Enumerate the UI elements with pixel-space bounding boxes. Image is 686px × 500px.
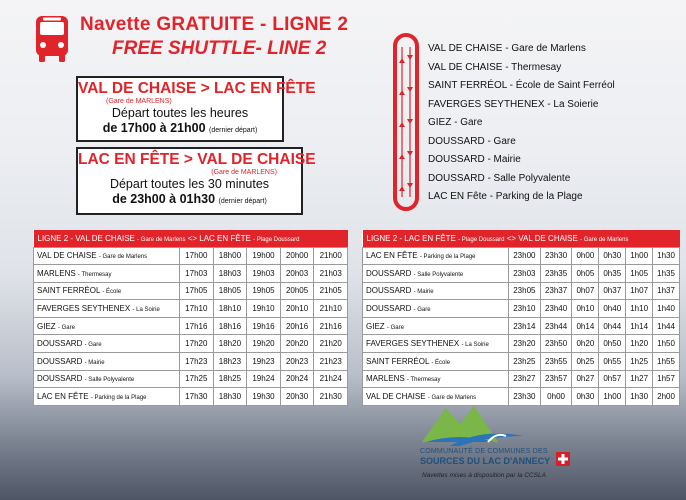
stop-cell <box>363 353 509 371</box>
departure-time: 17h30 <box>180 388 214 406</box>
departure-time: 18h20 <box>213 335 247 353</box>
departure-time: 1h37 <box>653 282 680 300</box>
departure-time: 21h05 <box>314 282 348 300</box>
departure-time: 18h00 <box>213 247 247 265</box>
departure-time: 1h40 <box>653 300 680 318</box>
return-table-row <box>363 353 680 371</box>
return-table-row <box>363 265 680 283</box>
departure-time: 18h30 <box>213 388 247 406</box>
stop-cell <box>363 300 509 318</box>
departure-time: 17h03 <box>180 265 214 283</box>
departure-time: 1h05 <box>626 265 653 283</box>
departure-time: 21h24 <box>314 370 348 388</box>
departure-time: 0h27 <box>572 370 599 388</box>
footer-credit: Navettes mises à disposition par la CCSLA <box>422 472 546 479</box>
departure-time: 1h00 <box>626 247 653 265</box>
departure-time: 21h00 <box>314 247 348 265</box>
departure-time: 0h05 <box>572 265 599 283</box>
departure-time: 1h57 <box>653 370 680 388</box>
stop-cell <box>34 335 180 353</box>
departure-time: 0h44 <box>599 317 626 335</box>
route-stop-list <box>428 40 615 207</box>
stop-cell <box>34 353 180 371</box>
departure-time: 0h00 <box>572 247 599 265</box>
departure-time: 1h27 <box>626 370 653 388</box>
stop-detail: - Salle Polyvalente <box>84 377 135 384</box>
stop-cell <box>363 282 509 300</box>
stop-detail: - Gare <box>84 342 102 349</box>
stop-cell <box>363 265 509 283</box>
departure-time: 0h07 <box>572 282 599 300</box>
outbound-schedule-box <box>76 76 316 142</box>
departure-time: 23h50 <box>540 335 572 353</box>
stop-detail: - Gare <box>413 307 431 314</box>
outbound-hours-range: de 17h00 à 21h00 <box>102 121 206 135</box>
departure-time: 17h10 <box>180 300 214 318</box>
departure-time: 1h10 <box>626 300 653 318</box>
departure-time: 18h03 <box>213 265 247 283</box>
departure-time: 23h30 <box>509 388 541 406</box>
departure-time: 20h05 <box>280 282 314 300</box>
stop-name: DOUSSARD <box>366 286 412 296</box>
outbound-hours <box>78 121 282 138</box>
departure-time: 23h40 <box>540 300 572 318</box>
outbound-table-row <box>34 370 348 388</box>
departure-time: 20h23 <box>280 353 314 371</box>
departure-time: 1h44 <box>653 317 680 335</box>
stop-name: LAC EN FÊTE <box>37 392 89 402</box>
route-stop: DOUSSARD - Gare <box>428 135 516 147</box>
departure-time: 1h55 <box>653 353 680 371</box>
departure-time: 1h00 <box>599 388 626 406</box>
stop-cell <box>34 388 180 406</box>
stop-detail: - Mairie <box>413 289 434 296</box>
return-table-row <box>363 335 680 353</box>
stop-cell <box>34 282 180 300</box>
departure-time: 17h05 <box>180 282 214 300</box>
stop-detail: - Gare de Marlens <box>427 395 477 402</box>
return-table-row <box>363 317 680 335</box>
stop-name: VAL DE CHAISE <box>366 392 426 402</box>
route-stop: DOUSSARD - Mairie <box>428 154 521 165</box>
departure-time: 20h03 <box>280 265 314 283</box>
departure-time: 23h35 <box>540 265 572 283</box>
stop-name: DOUSSARD <box>37 374 83 384</box>
stop-detail: - Parking de la Plage <box>90 395 147 402</box>
departure-time: 20h10 <box>280 300 314 318</box>
outbound-table-row <box>34 388 348 406</box>
outbound-table-body <box>34 247 348 405</box>
departure-time: 23h37 <box>540 282 572 300</box>
return-table-row <box>363 300 680 318</box>
route-stop: GIEZ - Gare <box>428 117 483 128</box>
departure-time: 19h23 <box>247 353 281 371</box>
outbound-frequency: Départ toutes les heures <box>111 106 249 120</box>
outbound-table-row <box>34 335 348 353</box>
departure-time: 19h30 <box>247 388 281 406</box>
departure-time: 1h30 <box>653 247 680 265</box>
route-stop: DOUSSARD - Salle Polyvalente <box>428 172 571 184</box>
departure-time: 20h30 <box>280 388 314 406</box>
bus-icon <box>33 14 71 64</box>
stop-name: FAVERGES SEYTHENEX <box>37 304 131 314</box>
departure-time: 18h23 <box>213 353 247 371</box>
stop-detail: - Salle Polyvalente <box>413 271 464 278</box>
return-table-body <box>363 247 680 405</box>
return-table-row <box>363 370 680 388</box>
outbound-table-row <box>34 353 348 371</box>
departure-time: 0h50 <box>599 335 626 353</box>
return-hours-range: de 23h00 à 01h30 <box>112 192 216 206</box>
return-header-to: - Gare de Marlens <box>580 236 629 243</box>
stop-name: GIEZ <box>366 321 385 331</box>
departure-time: 0h30 <box>572 388 599 406</box>
route-stop: FAVERGES SEYTHENEX - La Soierie <box>428 98 599 110</box>
departure-time: 1h35 <box>653 265 680 283</box>
stop-cell <box>34 317 180 335</box>
departure-time: 18h05 <box>213 282 247 300</box>
return-frequency: Départ toutes les 30 minutes <box>109 177 270 191</box>
departure-time: 17h00 <box>180 247 214 265</box>
departure-time: 20h20 <box>280 335 314 353</box>
stop-detail: - École <box>102 289 122 296</box>
departure-time: 20h16 <box>280 317 314 335</box>
stop-name: SAINT FERRÉOL <box>366 356 430 366</box>
departure-time: 0h40 <box>599 300 626 318</box>
stop-name: DOUSSARD <box>37 339 83 349</box>
return-schedule-box <box>76 147 316 215</box>
return-table-row <box>363 247 680 265</box>
outbound-table-row <box>34 282 348 300</box>
return-timetable <box>362 230 680 406</box>
departure-time: 23h30 <box>540 247 572 265</box>
stop-detail: - Parking de la Plage <box>419 254 476 261</box>
departure-time: 1h20 <box>626 335 653 353</box>
outbound-header-main: LIGNE 2 - VAL DE CHAISE <box>37 233 135 243</box>
departure-time: 21h03 <box>314 265 348 283</box>
departure-time: 0h14 <box>572 317 599 335</box>
departure-time: 18h16 <box>213 317 247 335</box>
stop-cell <box>34 247 180 265</box>
stop-detail: - Thermesay <box>406 377 441 384</box>
stop-name: DOUSSARD <box>366 268 412 278</box>
departure-time: 0h10 <box>572 300 599 318</box>
return-hours <box>78 192 301 209</box>
departure-time: 23h44 <box>540 317 572 335</box>
departure-time: 19h20 <box>247 335 281 353</box>
departure-time: 19h05 <box>247 282 281 300</box>
stop-name: SAINT FERRÉOL <box>37 286 101 296</box>
stop-cell <box>34 370 180 388</box>
return-table-header <box>363 230 680 247</box>
departure-time: 1h50 <box>653 335 680 353</box>
stop-cell <box>34 265 180 283</box>
departure-time: 0h30 <box>599 247 626 265</box>
departure-time: 19h03 <box>247 265 281 283</box>
stop-cell <box>34 300 180 318</box>
departure-time: 17h16 <box>180 317 214 335</box>
departure-time: 21h10 <box>314 300 348 318</box>
stop-name: VAL DE CHAISE <box>37 251 97 261</box>
title-english: FREE SHUTTLE- LINE 2 <box>112 38 327 59</box>
outbound-header-mid: <> LAC EN FÊTE <box>187 233 251 243</box>
stop-name: FAVERGES SEYTHENEX <box>366 339 460 349</box>
return-header-main: LIGNE 2 - LAC EN FÊTE <box>366 233 456 243</box>
stop-cell <box>363 247 509 265</box>
departure-time: 23h00 <box>509 247 541 265</box>
outbound-box-subtitle: (Gare de MARLENS) <box>106 98 172 105</box>
departure-time: 20h24 <box>280 370 314 388</box>
stop-detail: - La Soirie <box>132 307 160 314</box>
outbound-table-row <box>34 247 348 265</box>
stop-detail: - Mairie <box>84 359 105 366</box>
stop-cell <box>363 370 509 388</box>
title-french: Navette GRATUITE - LIGNE 2 <box>80 14 349 35</box>
stop-name: GIEZ <box>37 321 56 331</box>
stop-cell <box>363 335 509 353</box>
departure-time: 19h10 <box>247 300 281 318</box>
outbound-table-row <box>34 300 348 318</box>
stop-name: LAC EN FÊTE <box>366 251 418 261</box>
departure-time: 23h14 <box>509 317 541 335</box>
stop-name: DOUSSARD <box>366 304 412 314</box>
departure-time: 0h20 <box>572 335 599 353</box>
departure-time: 23h20 <box>509 335 541 353</box>
departure-time: 19h24 <box>247 370 281 388</box>
departure-time: 23h03 <box>509 265 541 283</box>
route-stop: SAINT FERRÉOL - École de Saint Ferréol <box>428 80 615 91</box>
departure-time: 1h07 <box>626 282 653 300</box>
logo-org-line2: SOURCES DU LAC D'ANNECY <box>420 456 551 466</box>
return-box-title: LAC EN FÊTE > VAL DE CHAISE <box>78 151 316 168</box>
departure-time: 0h37 <box>599 282 626 300</box>
savoie-flag-icon <box>556 452 570 466</box>
departure-time: 0h00 <box>540 388 572 406</box>
departure-time: 0h35 <box>599 265 626 283</box>
return-header-mid: <> VAL DE CHAISE <box>506 233 578 243</box>
departure-time: 19h16 <box>247 317 281 335</box>
departure-time: 18h10 <box>213 300 247 318</box>
departure-time: 18h25 <box>213 370 247 388</box>
return-last-note: (dernier départ) <box>218 198 267 205</box>
outbound-table-row <box>34 265 348 283</box>
stop-name: DOUSSARD <box>37 356 83 366</box>
departure-time: 23h55 <box>540 353 572 371</box>
departure-time: 21h30 <box>314 388 348 406</box>
departure-time: 23h57 <box>540 370 572 388</box>
outbound-header-from: - Gare de Marlens <box>137 236 186 243</box>
route-stop: VAL DE CHAISE - Gare de Marlens <box>428 43 586 54</box>
stop-detail: - École <box>431 359 451 366</box>
departure-time: 1h30 <box>626 388 653 406</box>
return-header-from: - Plage Doussard <box>458 236 505 243</box>
departure-time: 2h00 <box>653 388 680 406</box>
mountain-lake-logo-icon <box>420 402 540 448</box>
departure-time: 21h16 <box>314 317 348 335</box>
departure-time: 17h25 <box>180 370 214 388</box>
departure-time: 17h20 <box>180 335 214 353</box>
departure-time: 1h14 <box>626 317 653 335</box>
departure-time: 1h25 <box>626 353 653 371</box>
departure-time: 19h00 <box>247 247 281 265</box>
departure-time: 23h27 <box>509 370 541 388</box>
outbound-last-note: (dernier départ) <box>209 127 258 134</box>
departure-time: 21h23 <box>314 353 348 371</box>
stop-detail: - Thermesay <box>77 271 112 278</box>
departure-time: 23h25 <box>509 353 541 371</box>
route-stop: VAL DE CHAISE - Thermesay <box>428 61 562 73</box>
departure-time: 17h23 <box>180 353 214 371</box>
departure-time: 23h10 <box>509 300 541 318</box>
outbound-box-title: VAL DE CHAISE > LAC EN FÊTE <box>78 80 316 97</box>
outbound-timetable <box>33 230 348 406</box>
departure-time: 20h00 <box>280 247 314 265</box>
route-stop: LAC EN Fête - Parking de la Plage <box>428 191 583 202</box>
stop-name: MARLENS <box>37 268 76 278</box>
departure-time: 0h55 <box>599 353 626 371</box>
stop-detail: - La Soirie <box>461 342 489 349</box>
stop-detail: - Gare <box>386 324 404 331</box>
departure-time: 23h05 <box>509 282 541 300</box>
outbound-header-to: - Plage Doussard <box>253 236 300 243</box>
outbound-table-header <box>34 230 348 247</box>
logo-org-line1: COMMUNAUTÉ DE COMMUNES DES <box>420 448 548 455</box>
departure-time: 0h25 <box>572 353 599 371</box>
departure-time: 21h20 <box>314 335 348 353</box>
stop-detail: - Gare de Marlens <box>98 254 148 261</box>
route-loop-graphic <box>393 33 419 211</box>
stop-cell <box>363 317 509 335</box>
stop-name: MARLENS <box>366 374 405 384</box>
return-table-row <box>363 282 680 300</box>
stop-detail: - Gare <box>57 324 75 331</box>
ccsla-logo <box>420 402 580 494</box>
return-box-subtitle: (Gare de MARLENS) <box>211 169 277 176</box>
departure-time: 0h57 <box>599 370 626 388</box>
outbound-table-row <box>34 317 348 335</box>
